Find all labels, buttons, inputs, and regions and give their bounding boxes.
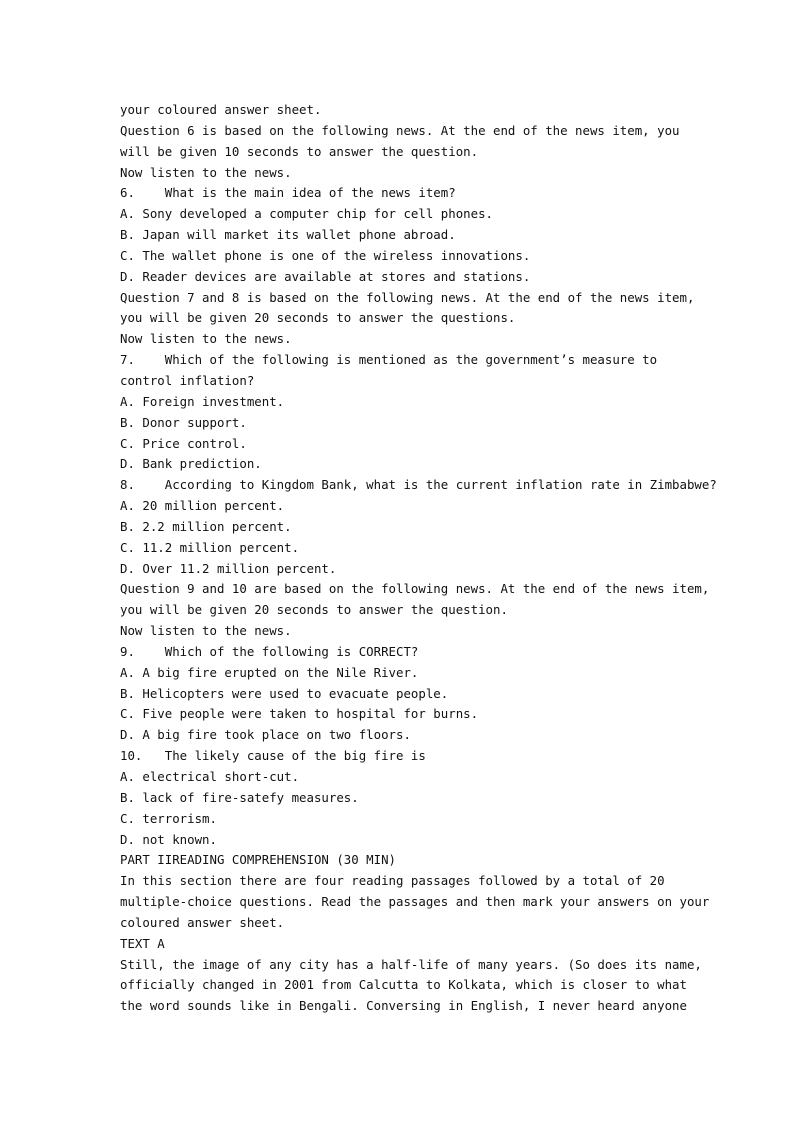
- option-line: D. Reader devices are available at stores and stations.: [120, 268, 531, 284]
- option-line: C. Price control.: [120, 435, 247, 451]
- option-line: C. The wallet phone is one of the wireless innovations.: [120, 247, 531, 263]
- option-line: D. Bank prediction.: [120, 456, 262, 472]
- option-line: C. 11.2 million percent.: [120, 539, 300, 555]
- text-line: will be given 10 seconds to answer the question.: [120, 143, 479, 159]
- text-line: Question 6 is based on the following news. At the end of the news item, you: [120, 122, 680, 138]
- option-line: A. Sony developed a computer chip for cell phones.: [120, 206, 493, 222]
- text-line: Now listen to the news.: [120, 331, 292, 347]
- question-8-stem: 8. According to Kingdom Bank, what is the current inflation rate in Zimbabwe?: [120, 477, 717, 493]
- text-line: control inflation?: [120, 372, 255, 388]
- passage-line: the word sounds like in Bengali. Conversing in English, I never heard anyone: [120, 998, 687, 1014]
- option-line: B. Donor support.: [120, 414, 247, 430]
- option-line: D. Over 11.2 million percent.: [120, 560, 337, 576]
- section-heading: PART IIREADING COMPREHENSION (30 MIN): [120, 852, 397, 868]
- option-line: A. A big fire erupted on the Nile River.: [120, 664, 419, 680]
- option-line: A. 20 million percent.: [120, 498, 285, 514]
- option-line: B. Helicopters were used to evacuate people.: [120, 685, 449, 701]
- text-line: you will be given 20 seconds to answer the question.: [120, 602, 508, 618]
- question-10-stem: 10. The likely cause of the big fire is: [120, 748, 426, 764]
- text-line: you will be given 20 seconds to answer the questions.: [120, 310, 516, 326]
- option-line: A. electrical short-cut.: [120, 769, 300, 784]
- question-9-stem: 9. Which of the following is CORRECT?: [120, 643, 419, 659]
- document-body: [120, 100, 717, 1017]
- option-line: B. lack of fire-satefy measures.: [120, 789, 359, 805]
- passage-line: officially changed in 2001 from Calcutta to Kolkata, which is closer to what: [120, 977, 687, 993]
- text-line: Now listen to the news.: [120, 623, 292, 639]
- question-7-stem: 7. Which of the following is mentioned as the government’s measure to: [120, 352, 658, 368]
- text-line: coloured answer sheet.: [120, 914, 285, 930]
- option-line: D. not known.: [120, 831, 217, 847]
- option-line: C. terrorism.: [120, 810, 217, 826]
- text-line: Question 7 and 8 is based on the following news. At the end of the news item,: [120, 289, 695, 305]
- option-line: D. A big fire took place on two floors.: [120, 727, 411, 743]
- text-line: your coloured answer sheet.: [120, 102, 322, 117]
- passage-line: Still, the image of any city has a half-life of many years. (So does its name,: [120, 956, 702, 972]
- option-line: B. 2.2 million percent.: [120, 518, 292, 534]
- option-line: A. Foreign investment.: [120, 393, 285, 409]
- question-6-stem: 6. What is the main idea of the news item?: [120, 185, 456, 201]
- text-heading: TEXT A: [120, 935, 165, 951]
- text-line: multiple-choice questions. Read the passages and then mark your answers on your: [120, 894, 710, 910]
- option-line: C. Five people were taken to hospital for burns.: [120, 706, 479, 722]
- text-line: In this section there are four reading passages followed by a total of 20: [120, 873, 665, 889]
- text-line: Question 9 and 10 are based on the following news. At the end of the news item,: [120, 581, 710, 597]
- option-line: B. Japan will market its wallet phone abroad.: [120, 227, 456, 243]
- text-line: Now listen to the news.: [120, 164, 292, 180]
